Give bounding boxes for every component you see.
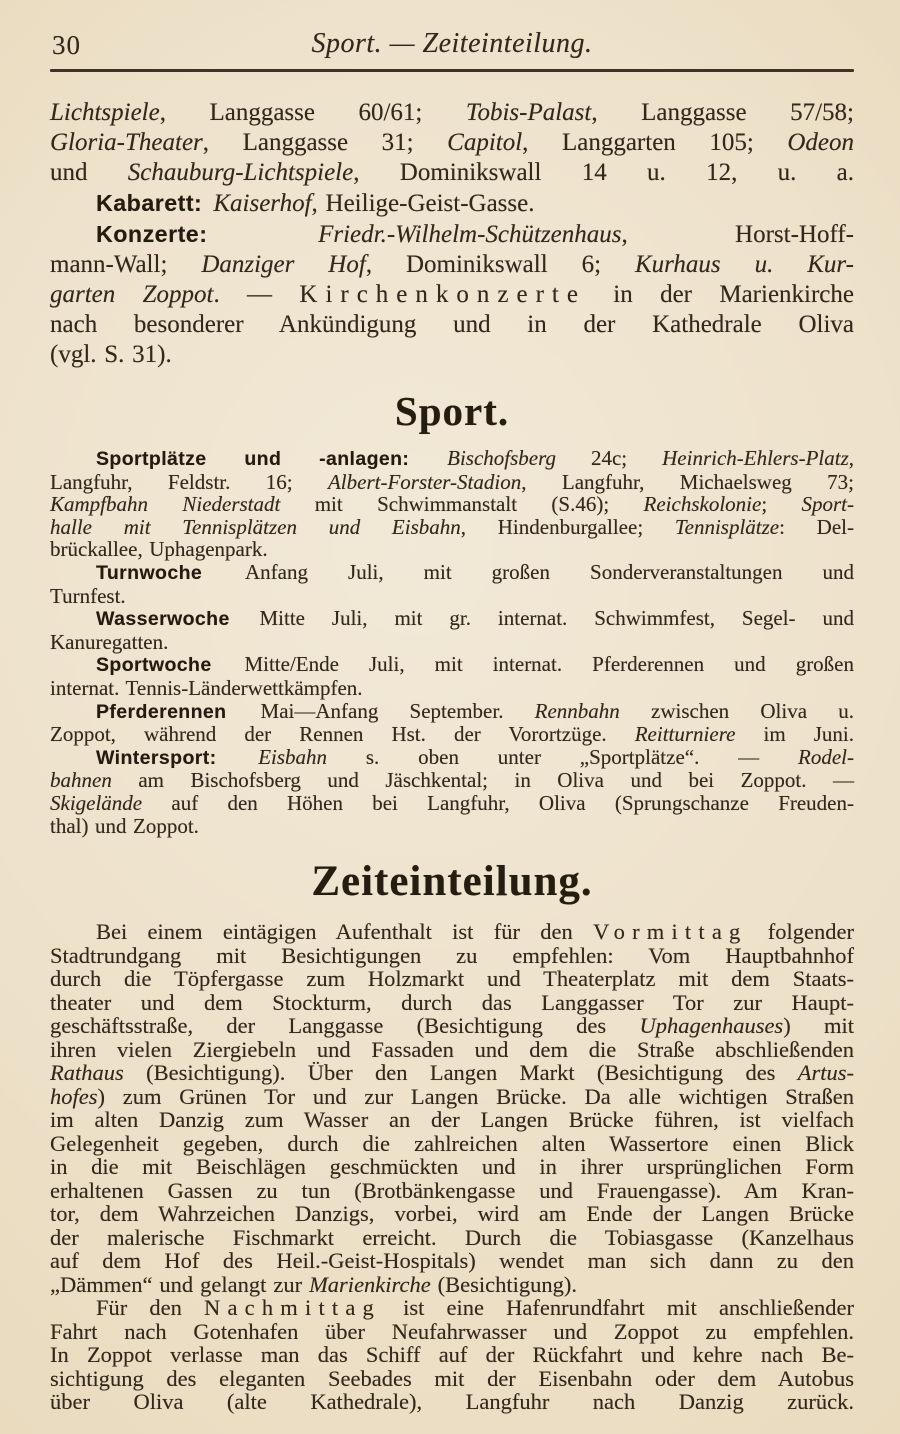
text-segment: Vormittag (593, 919, 748, 945)
text-segment: Bischofsberg (447, 446, 557, 471)
text-line (50, 1367, 854, 1391)
text-segment: : Del- (779, 514, 854, 539)
text-line (50, 280, 854, 310)
text-line (50, 723, 854, 746)
text-segment: s. oben unter „Sportplätze“. — (327, 744, 799, 769)
text-segment: Mitte Juli, mit gr. internat. Schwimmfest, Segel- und (259, 606, 854, 631)
text-segment: Reichskolonie (643, 492, 762, 517)
text-line (50, 746, 854, 770)
text-segment: am Bischofsberg und Jäschkental; in Oliva und bei Zoppot. — (111, 768, 854, 793)
text-segment: theater und dem Stockturm, durch das Langgasser Tor zur Haupt- (50, 989, 854, 1015)
text-segment: , Dominikswall 6; (365, 251, 635, 278)
text-segment: in die mit Beischlägen geschmückten und in ihrer ursprünglichen Form (50, 1154, 854, 1180)
text-segment: , Langgasse 57/58; (591, 99, 854, 126)
text-segment: (Besichtigung). (430, 1271, 578, 1297)
text-segment: Kanuregatten. (50, 629, 169, 654)
page-number: 30 (52, 30, 81, 60)
text-line (50, 944, 854, 968)
paragraph-nachmittag (50, 1296, 854, 1414)
text-segment: , Dominikswall 14 u. 12, u. a. (353, 159, 854, 186)
text-line (50, 188, 854, 219)
text-line (50, 653, 854, 677)
text-segment: Gelegenheit gegeben, durch die zahlreichen alten Wassertore einen Blick (50, 1130, 854, 1156)
paragraph-sportplaetze (50, 447, 854, 561)
text-segment: im alten Danzig zum Wasser an der Langen Brücke führen, ist vielfach (50, 1107, 854, 1133)
paragraph-konzerte (50, 219, 854, 370)
text-segment: Albert-Forster-Stadion (327, 469, 522, 494)
text-segment: , Langgasse 60/61; (159, 99, 466, 126)
text-line (50, 158, 854, 188)
text-segment: . — (213, 281, 300, 308)
text-segment: Langfuhr, Feldstr. 16; (50, 469, 328, 494)
text-segment: thal) und Zoppot. (50, 813, 199, 838)
running-title: Sport. — Zeiteinteilung. (311, 28, 593, 59)
heading-zeiteinteilung: Zeiteinteilung. (311, 858, 593, 906)
section-sport (50, 447, 854, 837)
text-line (50, 607, 854, 631)
paragraph-kabarett (50, 188, 854, 219)
text-segment: In Zoppot verlasse man das Schiff auf der Rückfahrt und kehre nach Be- (50, 1342, 854, 1368)
text-segment: mit Schwimmanstalt (S.46); (280, 492, 644, 517)
text-segment: auf dem Hof des Heil.-Geist-Hospitals) wendet man sich dann zu den (50, 1248, 854, 1274)
text-line (50, 98, 854, 128)
text-segment: 24c; (556, 446, 663, 471)
text-segment: Nachmittag (204, 1295, 381, 1321)
text-line (50, 1296, 854, 1320)
paragraph-sportwoche (50, 653, 854, 699)
text-line (50, 1085, 854, 1109)
text-segment: Tobis-Palast (465, 99, 592, 126)
text-line (50, 792, 854, 815)
paragraph-pferderennen (50, 700, 854, 746)
text-segment: Tennisplätze (674, 514, 780, 539)
text-segment: Gloria-Theater (50, 129, 203, 156)
text-line (50, 815, 854, 838)
paragraph-turnwoche (50, 561, 854, 607)
text-segment: ) mit (783, 1013, 854, 1039)
text-segment: ) zum Grünen Tor und zur Langen Brücke. Da alle wichtigen Straßen (97, 1083, 854, 1109)
text-segment: Danziger Hof (201, 251, 366, 278)
text-segment: und (50, 159, 128, 186)
text-segment: garten Zoppot (50, 281, 214, 308)
text-line (50, 1343, 854, 1367)
text-segment: Wasserwoche (96, 608, 260, 631)
text-segment: internat. Tennis-Länderwettkämpfen. (50, 675, 363, 700)
text-segment: , (848, 446, 855, 471)
text-segment: sichtigung des eleganten Seebades mit der Eisenbahn oder dem Autobus (50, 1365, 854, 1391)
text-line (50, 1038, 854, 1062)
text-segment: Rodel- (798, 744, 855, 769)
text-segment: Friedr.-Wilhelm-Schützenhaus (318, 221, 622, 248)
text-segment: Fahrt nach Gotenhafen über Neufahrwasser und Zoppot zu empfehlen. (50, 1318, 854, 1344)
text-segment: Stadtrundgang mit Besichtigungen zu empfehlen: Vom Hauptbahnhof (50, 942, 854, 968)
text-line (50, 631, 854, 654)
text-line (50, 1108, 854, 1132)
text-line (50, 493, 854, 516)
text-segment: , Hindenburgallee; (460, 514, 675, 539)
text-line (50, 538, 854, 561)
paragraph-wintersport (50, 746, 854, 837)
text-segment: Lichtspiele (50, 99, 160, 126)
text-line (50, 1179, 854, 1203)
text-segment: Rathaus (50, 1060, 124, 1086)
section-entertainment (50, 98, 854, 370)
text-segment: über Oliva (alte Kathedrale), Langfuhr nach Danzig zurück. (50, 1389, 854, 1415)
text-segment: , Horst-Hoff- (621, 221, 854, 248)
text-line (50, 447, 854, 471)
text-segment: Skigelände (50, 790, 143, 815)
text-segment: Odeon (787, 129, 855, 156)
text-segment: Rennbahn (534, 698, 620, 723)
text-line (50, 471, 854, 494)
text-segment: brückallee, Uphagenpark. (50, 537, 268, 562)
text-segment: Sportwoche (96, 654, 245, 677)
text-line (50, 250, 854, 280)
text-line (50, 128, 854, 158)
text-segment: , Langgasse 31; (202, 129, 448, 156)
text-segment: ihren vielen Ziergiebeln und Fassaden und dem die Straße abschließenden (50, 1036, 854, 1062)
text-segment: tor, dem Wahrzeichen Danzigs, vorbei, wird am Ende der Langen Brücke (50, 1201, 854, 1227)
page-header (50, 28, 854, 64)
text-segment: bahnen (50, 768, 112, 793)
text-line (50, 967, 854, 991)
text-segment: in der Marienkirche (585, 281, 854, 308)
text-line (50, 310, 854, 340)
text-segment: durch die Töpfergasse zum Holzmarkt und Theaterplatz mit dem Staats- (50, 966, 854, 992)
text-segment: Konzerte: (96, 221, 319, 247)
section-zeiteinteilung (50, 920, 854, 1414)
text-segment: Artus- (797, 1060, 854, 1086)
text-line (50, 1155, 854, 1179)
text-segment: ist eine Hafenrundfahrt mit anschließender (380, 1295, 854, 1321)
text-segment: Mai—Anfang September. (260, 698, 535, 723)
text-line (50, 1320, 854, 1344)
text-line (50, 1390, 854, 1414)
text-line (50, 1132, 854, 1156)
text-line (50, 585, 854, 608)
heading-sport: Sport. (394, 388, 510, 434)
text-segment: halle mit Tennisplätzen und Eisbahn (50, 514, 461, 539)
text-segment: Marienkirche (309, 1271, 431, 1297)
text-segment: Turnwoche (96, 562, 246, 585)
text-segment: Eisbahn (258, 744, 328, 769)
paragraph-wasserwoche (50, 607, 854, 653)
text-segment: Uphagenhauses (639, 1013, 784, 1039)
text-segment: (Besichtigung). Über den Langen Markt (Besichtigung des (123, 1060, 798, 1086)
text-segment: auf den Höhen bei Langfuhr, Oliva (Sprungschanze Freuden- (142, 790, 854, 815)
text-segment: Für den (96, 1295, 205, 1321)
text-segment: nach besonderer Ankündigung und in der Kathedrale Oliva (50, 311, 854, 338)
text-segment: erhaltenen Gassen zu tun (Brotbänkengasse und Frauengasse). Am Kran- (50, 1177, 854, 1203)
text-segment: , Langgarten 105; (522, 129, 788, 156)
text-segment: Heinrich-Ehlers-Platz (662, 446, 849, 471)
text-line (50, 677, 854, 700)
text-line (50, 219, 854, 250)
text-line (50, 1273, 854, 1297)
text-line (50, 920, 854, 944)
text-line (50, 516, 854, 539)
text-line (50, 1226, 854, 1250)
text-segment: zwischen Oliva u. (619, 698, 854, 723)
text-segment: Anfang Juli, mit großen Sonderveranstaltungen und (245, 560, 855, 585)
text-segment: Pferderennen (96, 700, 261, 723)
text-line (50, 1014, 854, 1038)
text-segment: Kaiserhof (213, 190, 312, 217)
text-segment: , Heilige-Geist-Gasse. (311, 190, 535, 217)
text-segment: Schauburg-Lichtspiele (127, 159, 354, 186)
text-line (50, 1202, 854, 1226)
text-segment: im Juni. (735, 722, 854, 747)
paragraph-cinemas (50, 98, 854, 188)
text-line (50, 769, 854, 792)
text-segment: ; (761, 492, 802, 517)
text-segment: Zoppot, während der Rennen Hst. der Vorortzüge. (50, 722, 635, 747)
text-line (50, 1061, 854, 1085)
text-segment: Sport- (801, 492, 854, 517)
text-segment: Bei einem eintägigen Aufenthalt ist für den (96, 919, 594, 945)
text-segment: Kurhaus u. Kur- (634, 251, 854, 278)
text-segment: „Dämmen“ und gelangt zur (50, 1271, 310, 1297)
text-line (50, 991, 854, 1015)
text-line (50, 561, 854, 585)
text-segment: Reitturniere (634, 722, 736, 747)
text-segment: Capitol (447, 129, 523, 156)
text-segment: Turnfest. (50, 583, 126, 608)
text-segment: (vgl. S. 31). (50, 341, 172, 368)
paragraph-vormittag (50, 920, 854, 1296)
text-segment: hofes (50, 1083, 98, 1109)
text-line (50, 700, 854, 724)
text-segment: Kabarett: (96, 190, 214, 216)
text-segment: der malerische Fischmarkt erreicht. Durch die Tobiasgasse (Kanzelhaus (50, 1224, 854, 1250)
text-segment: geschäftsstraße, der Langgasse (Besichtigung des (50, 1013, 640, 1039)
text-segment: Kampfbahn Niederstadt (50, 492, 281, 517)
text-segment: Kirchenkonzerte (299, 281, 586, 308)
text-segment: , Langfuhr, Michaelsweg 73; (521, 469, 854, 494)
text-segment: Wintersport: (96, 746, 259, 769)
header-rule (50, 69, 854, 72)
text-segment: folgender (747, 919, 855, 945)
text-segment: Sportplätze und -anlagen: (96, 448, 448, 471)
text-line (50, 340, 854, 370)
text-segment: mann-Wall; (50, 251, 202, 278)
text-line (50, 1249, 854, 1273)
text-segment: Mitte/Ende Juli, mit internat. Pferderennen und großen (244, 652, 855, 677)
